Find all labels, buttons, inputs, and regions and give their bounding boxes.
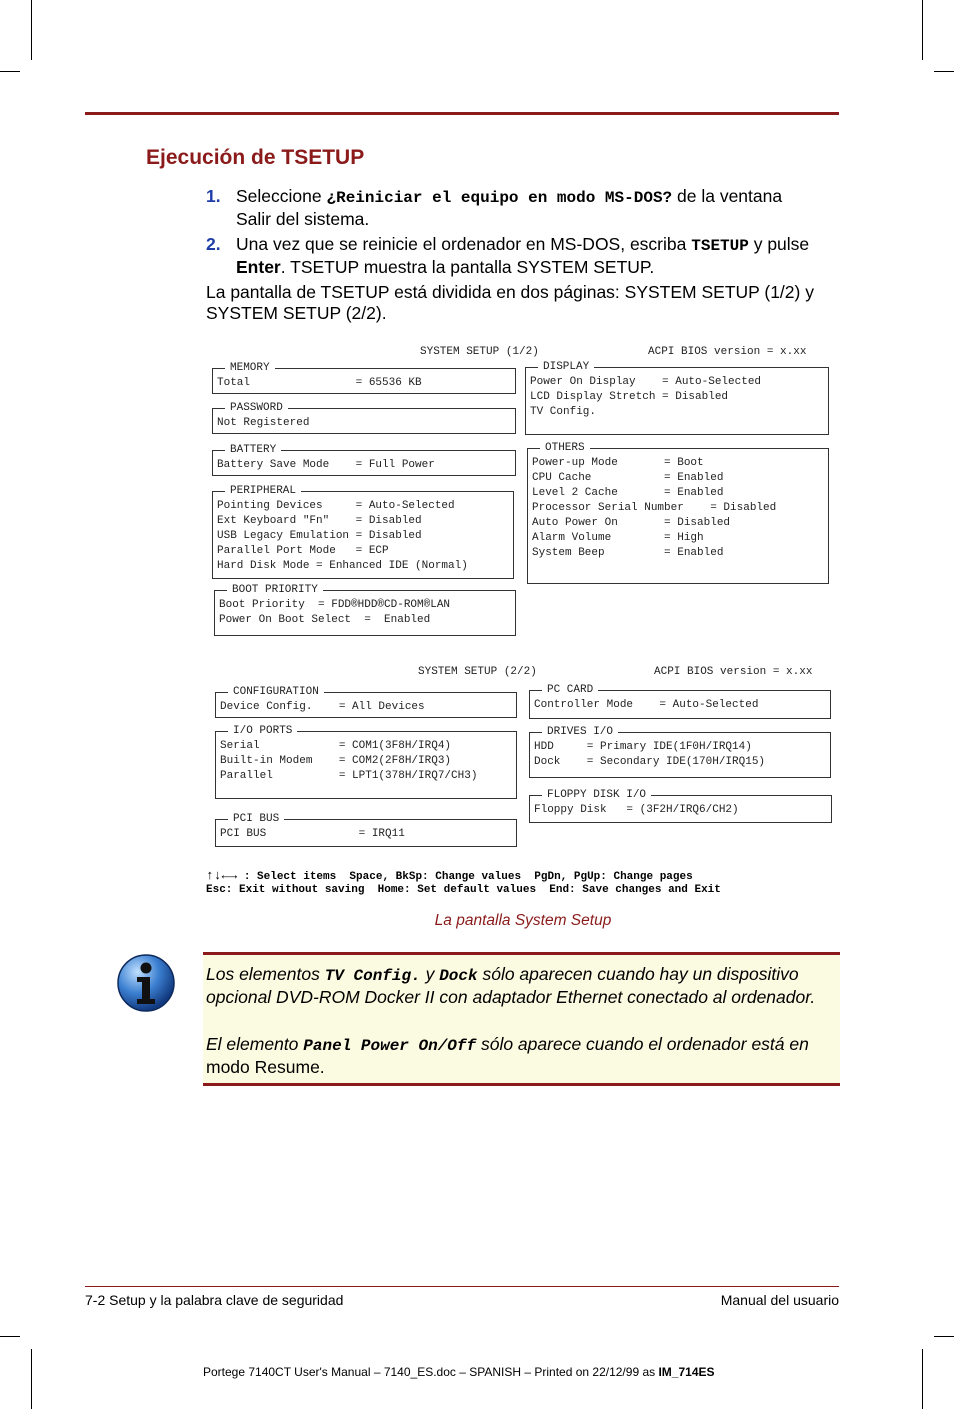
password-lines: Not Registered	[217, 417, 310, 429]
drives-io-lines: HDD = Primary IDE(1F0H/IRQ14) Dock = Secondary IDE(170H/IRQ15)	[534, 741, 766, 768]
boot-priority-lines: Boot Priority = FDD®HDD®CD-ROM®LAN Power On Boot Select = Enabled	[219, 599, 451, 626]
note-paragraph-2: El elemento Panel Power On/Off sólo aparece cuando el ordenador está en modo Resume.	[206, 1034, 809, 1077]
peripheral-lines: Pointing Devices = Auto-Selected Ext Keyboard "Fn" = Disabled USB Legacy Emulation = Disabled Parallel Port Mode = ECP Hard Disk Mode = Enhanced IDE (Normal)	[217, 500, 468, 572]
display-box: DISPLAY Power On Display = Auto-Selected LCD Display Stretch = Disabled TV Config.	[525, 367, 829, 435]
floppy-io-lines: Floppy Disk = (3F2H/IRQ6/CH2)	[534, 804, 739, 816]
intro-paragraph: La pantalla de TSETUP está dividida en dos páginas: SYSTEM SETUP (1/2) y SYSTEM SETUP (2/2).	[206, 282, 814, 323]
crop-mark	[31, 0, 32, 60]
pci-bus-box: PCI BUS PCI BUS = IRQ11	[215, 819, 517, 847]
header-rule	[85, 112, 839, 115]
configuration-box: CONFIGURATION Device Config. = All Devices	[215, 692, 517, 718]
configuration-lines: Device Config. = All Devices	[220, 701, 425, 713]
crop-mark	[31, 1349, 32, 1409]
battery-lines: Battery Save Mode = Full Power	[217, 459, 435, 471]
pc-card-lines: Controller Mode = Auto-Selected	[534, 699, 759, 711]
screen2-title: SYSTEM SETUP (2/2)	[418, 666, 537, 678]
step-number: 2.	[206, 234, 221, 254]
screen1-title: SYSTEM SETUP (1/2)	[420, 346, 539, 358]
floppy-io-box: FLOPPY DISK I/O Floppy Disk = (3F2H/IRQ6/CH2)	[529, 795, 832, 823]
arrow-keys-icon: ↑↓←→	[206, 868, 238, 883]
crop-mark	[934, 71, 954, 72]
crop-mark	[934, 1336, 954, 1337]
key-help-line-2: Esc: Exit without saving Home: Set default values End: Save changes and Exit	[206, 884, 721, 896]
pc-card-box: PC CARD Controller Mode = Auto-Selected	[529, 690, 831, 719]
boot-priority-box: BOOT PRIORITY Boot Priority = FDD®HDD®CD-ROM®LAN Power On Boot Select = Enabled	[214, 590, 516, 636]
footer-chapter: 7-2 Setup y la palabra clave de seguridad	[85, 1292, 344, 1308]
step-number: 1.	[206, 186, 221, 206]
info-note	[203, 952, 840, 1086]
memory-lines: Total = 65536 KB	[217, 377, 422, 389]
crop-mark	[922, 1349, 923, 1409]
info-icon	[116, 953, 176, 1013]
display-lines: Power On Display = Auto-Selected LCD Display Stretch = Disabled TV Config.	[530, 376, 762, 418]
others-box: OTHERS Power-up Mode = Boot CPU Cache = Enabled Level 2 Cache = Enabled Processor Serial Number = Disabled Auto Power On = Disabled Alarm Volume = High System Beep = Enabled	[527, 448, 829, 584]
figure-caption: La pantalla System Setup	[434, 912, 612, 929]
peripheral-box: PERIPHERAL Pointing Devices = Auto-Selected Ext Keyboard "Fn" = Disabled USB Legacy Emulation = Disabled Parallel Port Mode = ECP Hard Disk Mode = Enhanced IDE (Normal)	[212, 491, 514, 579]
step-text: Seleccione ¿Reiniciar el equipo en modo MS-DOS? de la ventana Salir del sistema.	[236, 186, 783, 229]
screen2-bios-version: ACPI BIOS version = x.xx	[654, 666, 813, 678]
battery-box: BATTERY Battery Save Mode = Full Power	[212, 450, 516, 476]
pci-bus-lines: PCI BUS = IRQ11	[220, 828, 405, 840]
section-heading: Ejecución de TSETUP	[146, 146, 365, 169]
step-text: Una vez que se reinicie el ordenador en MS-DOS, escriba TSETUP y pulse Enter. TSETUP muestra la pantalla SYSTEM SETUP.	[236, 234, 810, 277]
screen1-bios-version: ACPI BIOS version = x.xx	[648, 346, 807, 358]
io-ports-box: I/O PORTS Serial = COM1(3F8H/IRQ4) Built-in Modem = COM2(2F8H/IRQ3) Parallel = LPT1(378H/IRQ7/CH3)	[215, 731, 517, 799]
footer-rule	[85, 1286, 839, 1287]
key-help-line-1: ↑↓←→ : Select items Space, BkSp: Change values PgDn, PgUp: Change pages	[206, 868, 693, 883]
crop-mark	[922, 0, 923, 60]
io-ports-lines: Serial = COM1(3F8H/IRQ4) Built-in Modem = COM2(2F8H/IRQ3) Parallel = LPT1(378H/IRQ7/CH3)	[220, 740, 478, 782]
footer-manual-title: Manual del usuario	[720, 1292, 839, 1308]
memory-box: MEMORY Total = 65536 KB	[212, 368, 516, 394]
print-info: Portege 7140CT User's Manual – 7140_ES.doc – SPANISH – Printed on 22/12/99 as IM_714ES	[203, 1365, 715, 1379]
others-lines: Power-up Mode = Boot CPU Cache = Enabled Level 2 Cache = Enabled Processor Serial Number = Disabled Auto Power On = Disabled Alarm Volume = High System Beep = Enabled	[532, 457, 777, 559]
crop-mark	[0, 71, 20, 72]
crop-mark	[0, 1336, 20, 1337]
drives-io-box: DRIVES I/O HDD = Primary IDE(1F0H/IRQ14) Dock = Secondary IDE(170H/IRQ15)	[529, 732, 831, 778]
note-paragraph-1: Los elementos TV Config. y Dock sólo aparecen cuando hay un dispositivo opcional DVD-ROM Docker II con adaptador Ethernet conectado al ordenador.	[206, 964, 816, 1007]
password-box: PASSWORD Not Registered	[212, 408, 516, 434]
